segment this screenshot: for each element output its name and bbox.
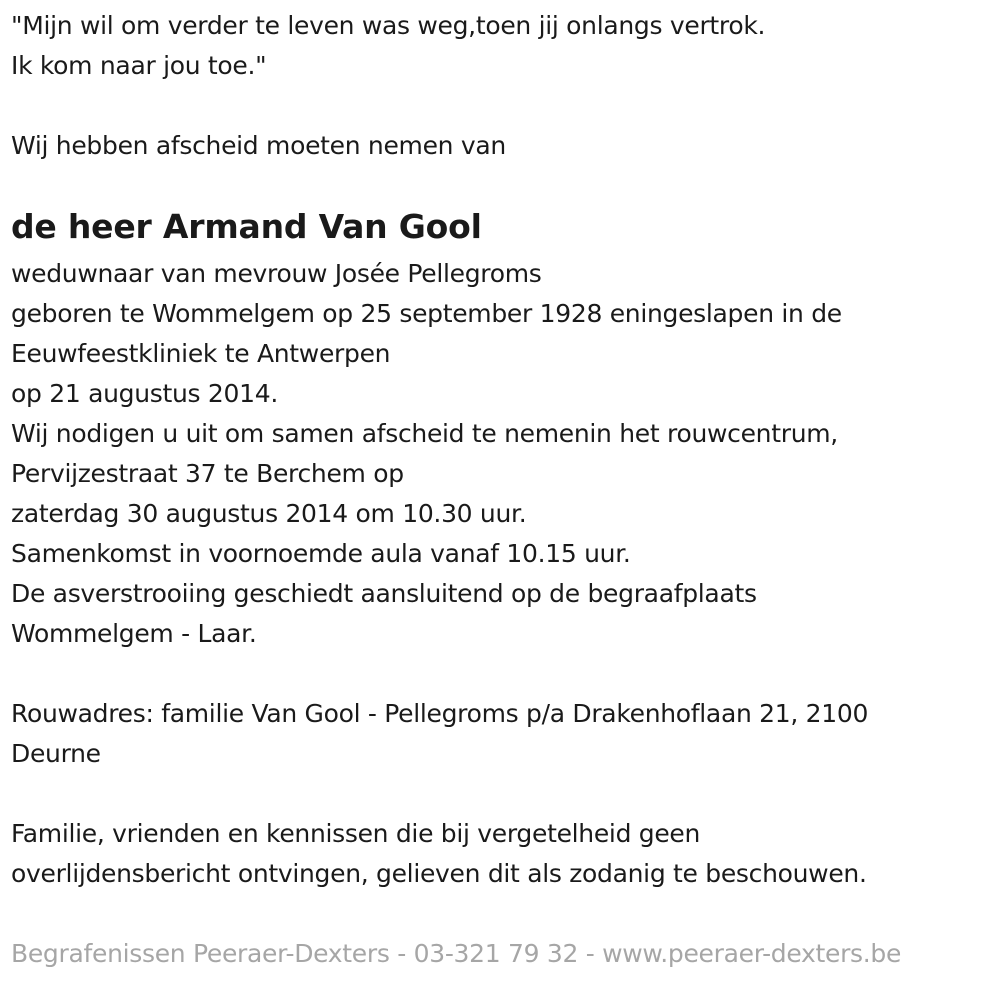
intro-line: Wij hebben afscheid moeten nemen van [11, 131, 506, 160]
notice-line: Familie, vrienden en kennissen die bij vergetelheid geen [11, 819, 701, 848]
details-line: De asverstrooiing geschiedt aansluitend op de begraafplaats [11, 579, 757, 608]
details-block [11, 254, 842, 654]
deceased-name: de heer Armand Van Gool [11, 207, 482, 246]
details-line: op 21 augustus 2014. [11, 379, 278, 408]
opening-quote [11, 6, 765, 86]
details-line: Pervijzestraat 37 te Berchem op [11, 459, 404, 488]
closing-notice [11, 814, 867, 894]
details-line: Wommelgem - Laar. [11, 619, 257, 648]
details-line: zaterdag 30 augustus 2014 om 10.30 uur. [11, 499, 527, 528]
details-line: Wij nodigen u uit om samen afscheid te nemenin het rouwcentrum, [11, 419, 838, 448]
mourning-address [11, 694, 868, 774]
funeral-home-footer: Begrafenissen Peeraer-Dexters - 03-321 79 32 - www.peeraer-dexters.be [11, 939, 902, 968]
notice-line: overlijdensbericht ontvingen, gelieven dit als zodanig te beschouwen. [11, 859, 867, 888]
quote-line: Ik kom naar jou toe." [11, 51, 267, 80]
details-line: Eeuwfeestkliniek te Antwerpen [11, 339, 391, 368]
details-line: Samenkomst in voornoemde aula vanaf 10.15 uur. [11, 539, 631, 568]
details-line: geboren te Wommelgem op 25 september 1928 eningeslapen in de [11, 299, 842, 328]
address-line: Deurne [11, 739, 101, 768]
details-line: weduwnaar van mevrouw Josée Pellegroms [11, 259, 542, 288]
address-line: Rouwadres: familie Van Gool - Pellegroms p/a Drakenhoflaan 21, 2100 [11, 699, 869, 728]
quote-line: "Mijn wil om verder te leven was weg,toen jij onlangs vertrok. [11, 11, 766, 40]
intro-text [11, 126, 506, 166]
